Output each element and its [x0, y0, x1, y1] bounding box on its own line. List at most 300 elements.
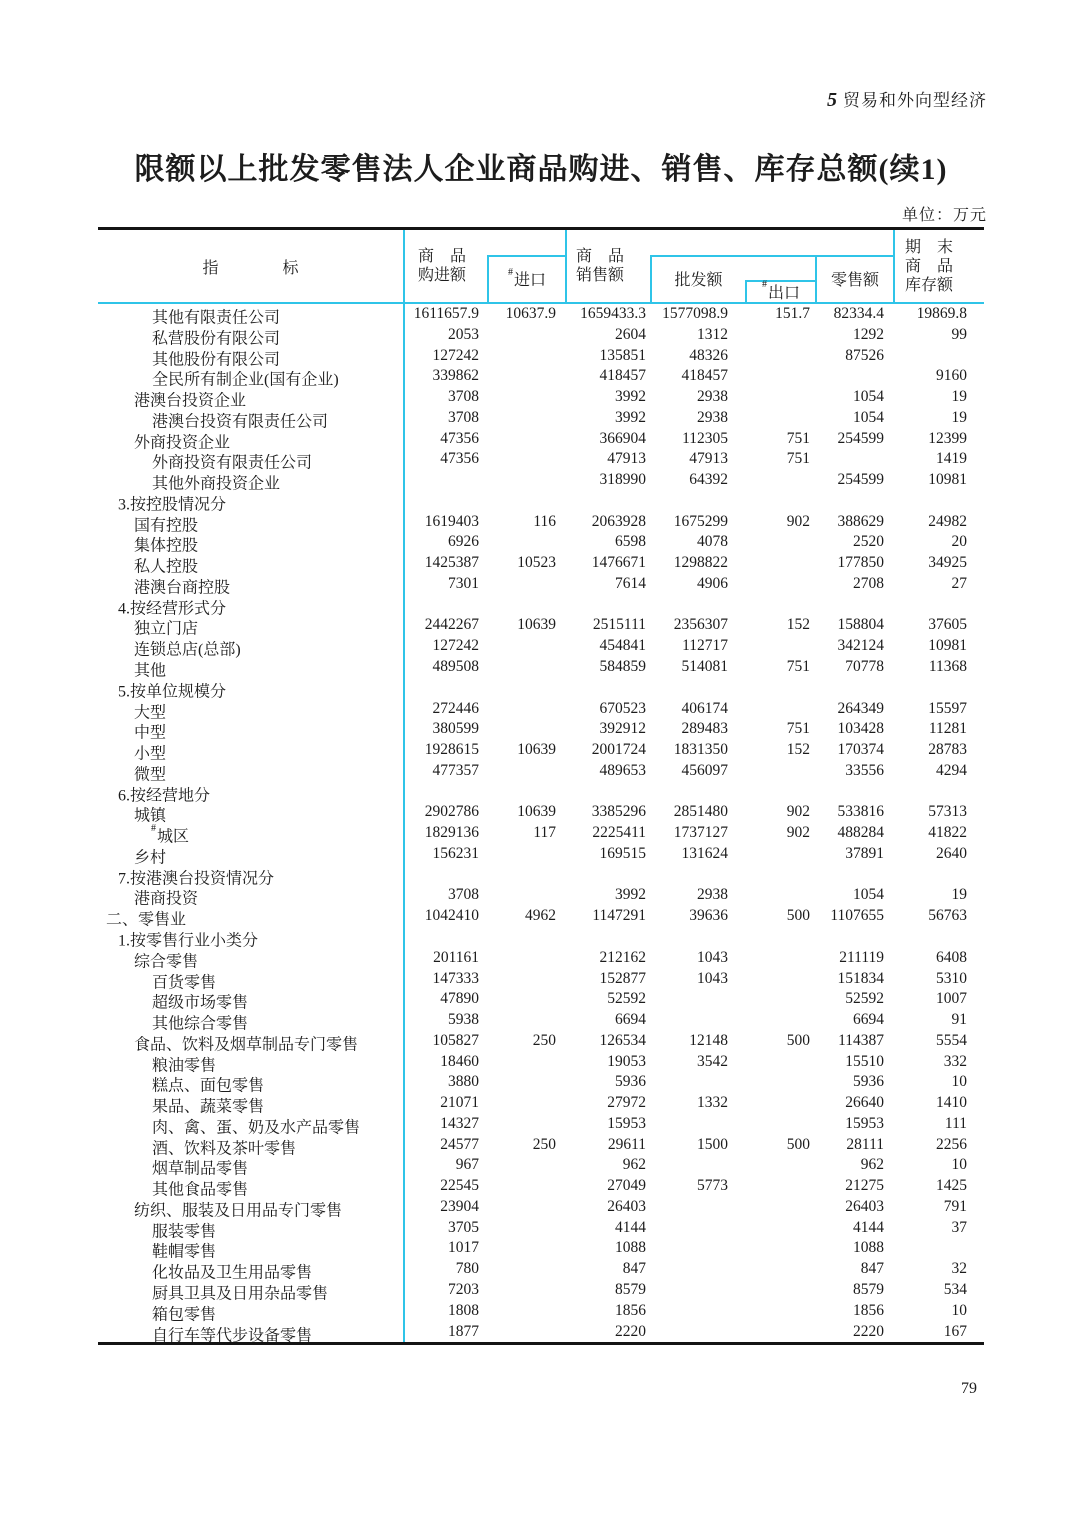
table-row [98, 1197, 984, 1218]
cell-value: 47356 [440, 450, 479, 468]
cell-value: 289483 [681, 720, 728, 738]
cell-value: 264349 [837, 699, 884, 717]
row-label-text: 集体控股 [134, 537, 199, 555]
cell-value: 47913 [689, 450, 728, 468]
table-row [98, 1010, 984, 1031]
cell-value: 5310 [936, 969, 967, 987]
table-row [98, 823, 984, 844]
row-label-text: 4.按经营形式分 [118, 600, 227, 618]
cell-value: 2902786 [424, 803, 479, 821]
cell-value: 114387 [838, 1031, 884, 1049]
cell-value: 2851480 [673, 803, 728, 821]
row-label-text: 连锁总店(总部) [134, 641, 241, 659]
cell-value: 47913 [607, 450, 646, 468]
row-label-text: 中型 [134, 724, 167, 742]
cell-value: 15953 [845, 1114, 884, 1132]
cell-value: 489653 [599, 761, 646, 779]
cell-value: 1425387 [424, 554, 479, 572]
row-label-text: 3.按控股情况分 [118, 496, 227, 514]
cell-value: 3385296 [591, 803, 646, 821]
cell-value: 21071 [440, 1094, 479, 1112]
cell-value: 1808 [448, 1301, 479, 1319]
row-label-text: 百货零售 [152, 973, 217, 991]
cell-value: 131624 [681, 844, 728, 862]
table-row [98, 782, 984, 803]
cell-value: 99 [951, 325, 967, 343]
row-label-text: 其他综合零售 [152, 1015, 249, 1033]
cell-value: 2938 [697, 388, 728, 406]
cell-value: 211119 [839, 948, 884, 966]
cell-value: 4144 [615, 1218, 646, 1236]
cell-value: 514081 [681, 658, 728, 676]
cell-value: 406174 [681, 699, 728, 717]
cell-value: 2938 [697, 886, 728, 904]
table-row [98, 366, 984, 387]
statistics-table [98, 227, 984, 1345]
table-row [98, 1218, 984, 1239]
cell-value: 380599 [432, 720, 479, 738]
cell-value: 2356307 [673, 616, 728, 634]
cell-value: 10981 [928, 637, 967, 655]
cell-value: 1877 [448, 1322, 479, 1340]
row-label-text: 食品、饮料及烟草制品专门零售 [134, 1036, 359, 1054]
cell-value: 5936 [615, 1073, 646, 1091]
cell-value: 6694 [615, 1011, 646, 1029]
row-label-text: 外商投资企业 [134, 433, 231, 451]
table-row [98, 761, 984, 782]
table-row [98, 512, 984, 533]
cell-value: 167 [943, 1322, 967, 1340]
row-label [98, 1322, 403, 1347]
cell-value: 3708 [448, 408, 479, 426]
table-row [98, 699, 984, 720]
cell-value: 14327 [440, 1114, 479, 1132]
row-label-text: 自行车等代步设备零售 [152, 1326, 313, 1344]
cell-value: 212162 [599, 948, 646, 966]
unit-label: 单位：万元 [901, 207, 987, 224]
table-row [98, 346, 984, 367]
cell-value: 37 [951, 1218, 967, 1236]
cell-value: 418457 [599, 367, 646, 385]
cell-value: 15597 [928, 699, 967, 717]
cell-value: 1043 [697, 969, 728, 987]
cell-value: 4962 [525, 907, 556, 925]
cell-value: 22545 [440, 1177, 479, 1195]
cell-value: 57313 [928, 803, 967, 821]
cell-value: 847 [622, 1260, 646, 1278]
table-row [98, 595, 984, 616]
cell-value: 11368 [928, 658, 967, 676]
cell-value: 10639 [517, 803, 556, 821]
cell-value: 19869.8 [916, 305, 967, 322]
row-label-text: 1.按零售行业小类分 [118, 932, 259, 950]
cell-value: 26640 [845, 1094, 884, 1112]
cell-value: 152877 [599, 969, 646, 987]
table-body [98, 304, 984, 1342]
cell-value: 156231 [432, 844, 479, 862]
cell-value: 4906 [697, 574, 728, 592]
hash-mark: # [151, 823, 156, 835]
cell-value: 10637.9 [505, 305, 556, 322]
row-label-text: 港澳台商控股 [134, 579, 231, 597]
column-header-imports: #进口 [507, 266, 546, 289]
cell-value: 3708 [448, 388, 479, 406]
row-label-text: 厨具卫具及日用杂品零售 [152, 1285, 329, 1303]
row-label-text: 小型 [134, 745, 167, 763]
cell-value: 7301 [448, 574, 479, 592]
cell-value: 7203 [448, 1280, 479, 1298]
cell-value: 15510 [845, 1052, 884, 1070]
cell-value: 1831350 [673, 741, 728, 759]
column-header-indicator: 指 标 [202, 259, 299, 277]
cell-value: 33556 [845, 761, 884, 779]
cell-value: 1675299 [673, 512, 728, 530]
cell-value: 250 [532, 1031, 556, 1049]
cell-value: 2256 [936, 1135, 967, 1153]
cell-value: 170374 [837, 741, 884, 759]
table-row [98, 1301, 984, 1322]
cell-value: 489508 [432, 658, 479, 676]
cell-value: 11281 [928, 720, 967, 738]
cell-value: 1007 [936, 990, 967, 1008]
table-row [98, 470, 984, 491]
cell-value: 1856 [853, 1301, 884, 1319]
table-row [98, 532, 984, 553]
cell-value: 41822 [928, 824, 967, 842]
row-label-text: 综合零售 [134, 953, 199, 971]
cell-value: 158804 [837, 616, 884, 634]
table-row [98, 1135, 984, 1156]
table-row [98, 574, 984, 595]
table-row [98, 1259, 984, 1280]
cell-value: 1737127 [673, 824, 728, 842]
cell-value: 477357 [432, 761, 479, 779]
cell-value: 87526 [845, 346, 884, 364]
table-main-divider [403, 230, 405, 1342]
cell-value: 27049 [607, 1177, 646, 1195]
cell-value: 15953 [607, 1114, 646, 1132]
cell-value: 962 [860, 1156, 884, 1174]
cell-value: 39636 [689, 907, 728, 925]
cell-value: 152 [786, 741, 810, 759]
cell-value: 28783 [928, 741, 967, 759]
cell-value: 1856 [615, 1301, 646, 1319]
cell-value: 24577 [440, 1135, 479, 1153]
cell-value: 1312 [697, 325, 728, 343]
cell-value: 339862 [432, 367, 479, 385]
cell-value: 29611 [607, 1135, 646, 1153]
chapter-title: 贸易和外向型经济 [843, 91, 987, 110]
cell-value: 1500 [697, 1135, 728, 1153]
table-row [98, 1052, 984, 1073]
cell-value: 4144 [853, 1218, 884, 1236]
row-label-text: 外商投资有限责任公司 [152, 454, 313, 472]
cell-value: 332 [943, 1052, 967, 1070]
table-row [98, 802, 984, 823]
cell-value: 10 [951, 1073, 967, 1091]
cell-value: 1619403 [424, 512, 479, 530]
cell-value: 2220 [853, 1322, 884, 1340]
cell-value: 2220 [615, 1322, 646, 1340]
cell-value: 48326 [689, 346, 728, 364]
cell-value: 2063928 [591, 512, 646, 530]
cell-value: 127242 [432, 637, 479, 655]
cell-value: 12399 [928, 429, 967, 447]
cell-value: 1332 [697, 1094, 728, 1112]
cell-value: 10 [951, 1301, 967, 1319]
cell-value: 254599 [837, 471, 884, 489]
cell-value: 18460 [440, 1052, 479, 1070]
hash-mark: # [761, 279, 767, 291]
cell-value: 91 [951, 1011, 967, 1029]
table-row [98, 615, 984, 636]
cell-value: 392912 [599, 720, 646, 738]
cell-value: 19053 [607, 1052, 646, 1070]
cell-value: 5773 [697, 1177, 728, 1195]
cell-value: 126534 [599, 1031, 646, 1049]
row-label-text: 糕点、面包零售 [152, 1077, 265, 1095]
row-label-text: 其他有限责任公司 [152, 309, 281, 327]
table-row [98, 1238, 984, 1259]
cell-value: 2053 [448, 325, 479, 343]
cell-value: 1054 [853, 408, 884, 426]
cell-value: 37605 [928, 616, 967, 634]
page-title: 限额以上批发零售法人企业商品购进、销售、库存总额(续1) [134, 153, 948, 186]
cell-value: 127242 [432, 346, 479, 364]
row-label-text: 箱包零售 [152, 1306, 217, 1324]
cell-value: 1611657.9 [413, 305, 479, 322]
table-row [98, 948, 984, 969]
cell-value: 152 [786, 616, 810, 634]
cell-value: 584859 [599, 658, 646, 676]
cell-value: 52592 [607, 990, 646, 1008]
row-label-text: 纺织、服装及日用品专门零售 [134, 1202, 343, 1220]
cell-value: 111 [944, 1114, 967, 1132]
cell-value: 902 [786, 803, 810, 821]
cell-value: 456097 [681, 761, 728, 779]
cell-value: 1476671 [591, 554, 646, 572]
cell-value [646, 1322, 728, 1347]
column-header-exports: #出口 [761, 279, 800, 302]
cell-value: 1298822 [673, 554, 728, 572]
cell-value: 533816 [837, 803, 884, 821]
row-label-text: 城镇 [134, 807, 167, 825]
table-row [98, 719, 984, 740]
row-label-text: 6.按经营地分 [118, 786, 211, 804]
cell-value: 2515111 [592, 616, 646, 634]
cell-value: 670523 [599, 699, 646, 717]
row-label-text: 二、零售业 [106, 911, 187, 929]
cell-value: 26403 [607, 1197, 646, 1215]
cell-value: 47890 [440, 990, 479, 1008]
cell-value: 5554 [936, 1031, 967, 1049]
cell-value: 10 [951, 1156, 967, 1174]
cell-value: 500 [786, 1031, 810, 1049]
cell-value: 201161 [433, 948, 479, 966]
cell-value [479, 1322, 556, 1347]
cell-value: 27 [951, 574, 967, 592]
hash-mark: # [507, 266, 513, 278]
cell-value [728, 1322, 810, 1347]
cell-value: 254599 [837, 429, 884, 447]
cell-value: 169515 [599, 844, 646, 862]
row-label-text: 酒、饮料及茶叶零售 [152, 1139, 297, 1157]
cell-value: 780 [455, 1260, 479, 1278]
cell-value: 1088 [853, 1239, 884, 1257]
row-label-text: 5.按单位规模分 [118, 683, 227, 701]
cell-value: 4078 [697, 533, 728, 551]
cell-value: 250 [532, 1135, 556, 1153]
table-row [98, 969, 984, 990]
row-label-text: 肉、禽、蛋、奶及水产品零售 [152, 1119, 361, 1137]
row-label-text: 独立门店 [134, 620, 199, 638]
row-label-text: 化妆品及卫生用品零售 [152, 1264, 313, 1282]
row-label-text: 烟草制品零售 [152, 1160, 249, 1178]
row-label-text: 国有控股 [134, 516, 199, 534]
row-label-text: 城区 [157, 828, 190, 846]
cell-value: 3542 [697, 1052, 728, 1070]
table-row [98, 1072, 984, 1093]
table-row [98, 678, 984, 699]
cell-value: 177850 [837, 554, 884, 572]
table-row [98, 1280, 984, 1301]
cell-value: 10981 [928, 471, 967, 489]
cell-value: 47356 [440, 429, 479, 447]
cell-value: 388629 [837, 512, 884, 530]
cell-value: 52592 [845, 990, 884, 1008]
cell-value: 21275 [845, 1177, 884, 1195]
cell-value: 318990 [599, 471, 646, 489]
cell-value: 20 [951, 533, 967, 551]
cell-value: 8579 [615, 1280, 646, 1298]
cell-value: 1577098.9 [662, 305, 728, 322]
table-row [98, 1155, 984, 1176]
cell-value: 500 [786, 1135, 810, 1153]
cell-value: 902 [786, 512, 810, 530]
cell-value: 791 [943, 1197, 967, 1215]
cell-value: 27972 [607, 1094, 646, 1112]
cell-value: 2604 [615, 325, 646, 343]
cell-value: 3708 [448, 886, 479, 904]
table-header [98, 230, 984, 304]
row-label-text: 港商投资 [134, 890, 199, 908]
cell-value: 147333 [432, 969, 479, 987]
cell-value: 3992 [615, 388, 646, 406]
cell-value: 10523 [517, 554, 556, 572]
cell-value: 1829136 [424, 824, 479, 842]
table-row [98, 927, 984, 948]
table-row [98, 408, 984, 429]
cell-value: 82334.4 [833, 305, 884, 322]
cell-value: 19 [951, 408, 967, 426]
table-row [98, 429, 984, 450]
cell-value: 454841 [599, 637, 646, 655]
cell-value: 967 [455, 1156, 479, 1174]
cell-value: 1054 [853, 388, 884, 406]
cell-value: 2001724 [591, 741, 646, 759]
cell-value: 3880 [448, 1073, 479, 1091]
table-row [98, 1031, 984, 1052]
table-row [98, 844, 984, 865]
table-row [98, 906, 984, 927]
cell-value: 70778 [845, 658, 884, 676]
cell-value: 2708 [853, 574, 884, 592]
column-header-wholesale: 批发额 [674, 272, 723, 289]
cell-value: 366904 [599, 429, 646, 447]
row-label-text: 超级市场零售 [152, 994, 249, 1012]
table-row [98, 636, 984, 657]
row-label-text: 私营股份有限公司 [152, 330, 281, 348]
table-row [98, 553, 984, 574]
cell-value: 37891 [845, 844, 884, 862]
cell-value: 902 [786, 824, 810, 842]
row-label-text: 乡村 [134, 849, 167, 867]
table-row [98, 1176, 984, 1197]
cell-value: 418457 [681, 367, 728, 385]
cell-value: 6408 [936, 948, 967, 966]
table-row [98, 1322, 984, 1343]
cell-value: 24982 [928, 512, 967, 530]
cell-value: 2225411 [592, 824, 646, 842]
cell-value: 135851 [599, 346, 646, 364]
cell-value: 1419 [936, 450, 967, 468]
cell-value: 103428 [837, 720, 884, 738]
cell-value: 534 [943, 1280, 967, 1298]
cell-value: 1107655 [830, 907, 884, 925]
cell-value: 751 [786, 429, 810, 447]
page-number: 79 [961, 1380, 977, 1397]
cell-value: 8579 [853, 1280, 884, 1298]
cell-value: 116 [533, 512, 556, 530]
cell-value: 342124 [837, 637, 884, 655]
cell-value: 6926 [448, 533, 479, 551]
row-label-text: 全民所有制企业(国有企业) [152, 371, 339, 389]
cell-value: 3992 [615, 886, 646, 904]
cell-value: 19 [951, 388, 967, 406]
table-row [98, 449, 984, 470]
cell-value: 34925 [928, 554, 967, 572]
cell-value: 10639 [517, 741, 556, 759]
cell-value: 19 [951, 886, 967, 904]
cell-value: 10639 [517, 616, 556, 634]
cell-value: 1042410 [424, 907, 479, 925]
row-label-text: 大型 [134, 703, 167, 721]
cell-value: 1292 [853, 325, 884, 343]
cell-value: 1054 [853, 886, 884, 904]
cell-value: 2640 [936, 844, 967, 862]
cell-value: 847 [860, 1260, 884, 1278]
table-row [98, 491, 984, 512]
row-label-text: 其他股份有限公司 [152, 350, 281, 368]
cell-value: 488284 [837, 824, 884, 842]
table-row [98, 304, 984, 325]
row-label-text: 其他外商投资企业 [152, 475, 281, 493]
cell-value: 1659433.3 [580, 305, 646, 322]
table-row [98, 1114, 984, 1135]
cell-value: 151834 [837, 969, 884, 987]
cell-value: 105827 [432, 1031, 479, 1049]
cell-value: 3705 [448, 1218, 479, 1236]
cell-value: 962 [622, 1156, 646, 1174]
cell-value: 2442267 [424, 616, 479, 634]
cell-value: 751 [786, 658, 810, 676]
cell-value: 751 [786, 450, 810, 468]
cell-value: 5936 [853, 1073, 884, 1091]
row-label-text: 微型 [134, 766, 167, 784]
row-label-text: 果品、蔬菜零售 [152, 1098, 265, 1116]
chapter-number: 5 [827, 89, 838, 111]
cell-value: 56763 [928, 907, 967, 925]
